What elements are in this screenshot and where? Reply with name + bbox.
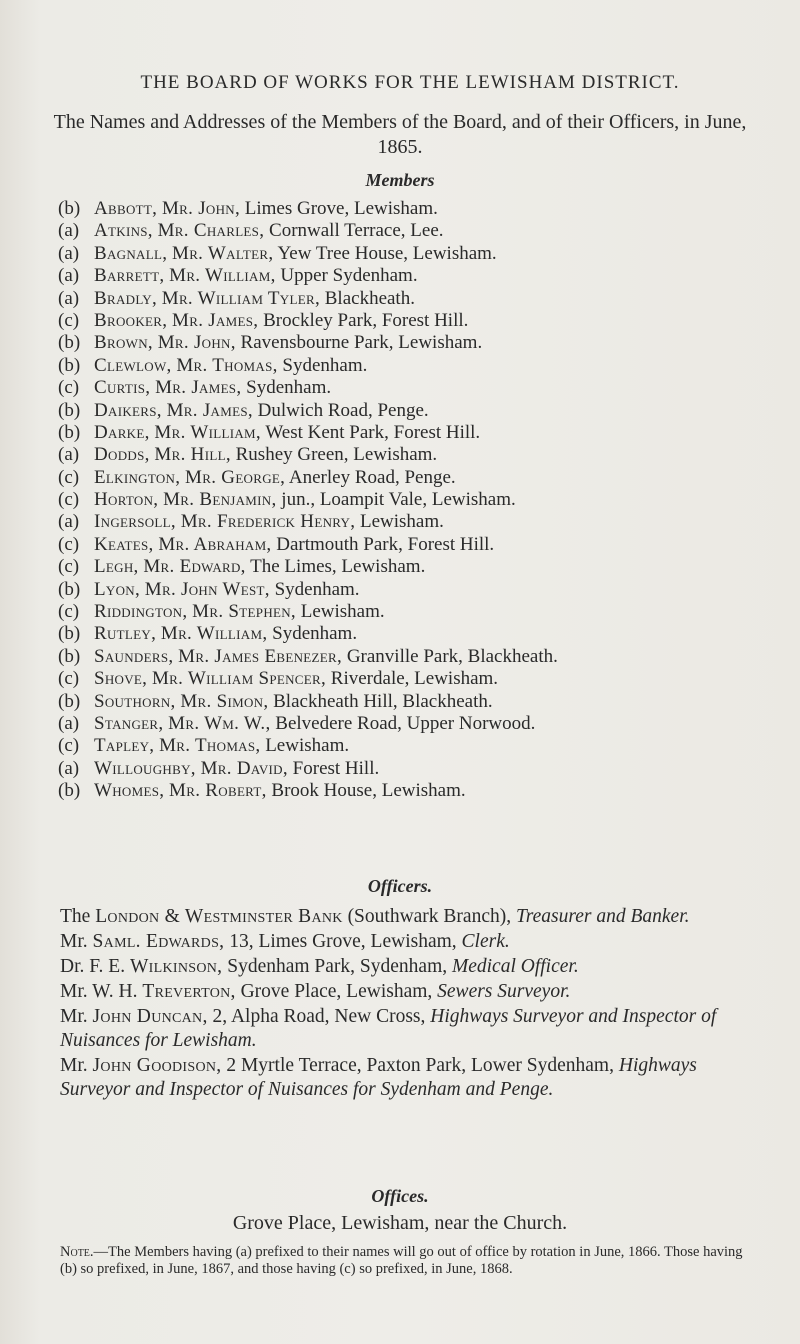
- officers-heading: Officers.: [367, 876, 433, 896]
- member-row: (a) Bagnall, Mr. Walter, Yew Tree House, Lewisham.: [58, 242, 497, 264]
- member-row: (c) Curtis, Mr. James, Sydenham.: [58, 377, 332, 399]
- member-row: (a) Ingersoll, Mr. Frederick Henry, Lewisham.: [58, 511, 444, 533]
- officer-entry: Mr. John Duncan, 2, Alpha Road, New Cross, Highways Surveyor and Inspector of Nuisances for Lewisham.: [60, 1006, 717, 1051]
- member-row: (b) Abbott, Mr. John, Limes Grove, Lewisham.: [58, 198, 438, 219]
- member-row: (b) Clewlow, Mr. Thomas, Sydenham.: [58, 354, 368, 376]
- member-row: (a) Stanger, Mr. Wm. W., Belvedere Road, Upper Norwood.: [58, 712, 536, 734]
- member-row: (c) Brooker, Mr. James, Brockley Park, Forest Hill.: [58, 309, 469, 331]
- members-list: [58, 198, 778, 803]
- footnote: [60, 1244, 750, 1278]
- member-row: (a) Bradly, Mr. William Tyler, Blackheath.: [58, 287, 415, 309]
- officer-entry: Mr. John Goodison, 2 Myrtle Terrace, Paxton Park, Lower Sydenham, Highways Surveyor and Inspector of Nuisances for Sydenham and Penge.: [60, 1055, 697, 1100]
- member-row: (c) Horton, Mr. Benjamin, jun., Loampit Vale, Lewisham.: [58, 489, 516, 511]
- member-row: (a) Atkins, Mr. Charles, Cornwall Terrace, Lee.: [58, 220, 444, 242]
- member-row: (c) Tapley, Mr. Thomas, Lewisham.: [58, 735, 350, 757]
- member-row: (c) Elkington, Mr. George, Anerley Road, Penge.: [58, 466, 456, 488]
- page-subtitle: The Names and Addresses of the Members of the Board, and of their Officers, in June, 1865.: [53, 111, 747, 158]
- member-row: (b) Rutley, Mr. William, Sydenham.: [58, 623, 358, 645]
- member-row: (b) Lyon, Mr. John West, Sydenham.: [58, 578, 360, 600]
- page-heading: THE BOARD OF WORKS FOR THE LEWISHAM DISTRICT.: [140, 72, 680, 93]
- officer-entry: Mr. W. H. Treverton, Grove Place, Lewisham, Sewers Surveyor.: [60, 981, 571, 1002]
- officer-entry: The London & Westminster Bank (Southwark Branch), Treasurer and Banker.: [60, 906, 690, 927]
- member-row: (a) Dodds, Mr. Hill, Rushey Green, Lewisham.: [58, 444, 438, 466]
- member-row: (b) Brown, Mr. John, Ravensbourne Park, Lewisham.: [58, 332, 483, 354]
- member-row: (c) Keates, Mr. Abraham, Dartmouth Park, Forest Hill.: [58, 533, 495, 555]
- member-row: (b) Saunders, Mr. James Ebenezer, Granville Park, Blackheath.: [58, 645, 558, 667]
- member-row: (c) Riddington, Mr. Stephen, Lewisham.: [58, 601, 385, 623]
- members-heading: Members: [365, 170, 435, 190]
- officer-entry: Mr. Saml. Edwards, 13, Limes Grove, Lewisham, Clerk.: [60, 931, 510, 952]
- offices-heading: Offices.: [371, 1186, 429, 1206]
- member-row: (c) Legh, Mr. Edward, The Limes, Lewisham.: [58, 556, 426, 578]
- officer-entry: Dr. F. E. Wilkinson, Sydenham Park, Sydenham, Medical Officer.: [60, 956, 579, 977]
- officers-list: [60, 905, 770, 1103]
- footnote-text: —The Members having (a) prefixed to their names will go out of office by rotation in June, 1866. Those having (b) so prefixed, in June, 1867, and those having (c) so prefixed, in June, 1868.: [60, 1244, 743, 1277]
- member-row: (b) Daikers, Mr. James, Dulwich Road, Penge.: [58, 399, 429, 421]
- member-row: (b) Southorn, Mr. Simon, Blackheath Hill, Blackheath.: [58, 690, 493, 712]
- member-row: (a) Barrett, Mr. William, Upper Sydenham.: [58, 265, 418, 287]
- footnote-label: Note.: [60, 1244, 94, 1260]
- member-row: (c) Shove, Mr. William Spencer, Riverdale, Lewisham.: [58, 668, 499, 690]
- member-row: (b) Whomes, Mr. Robert, Brook House, Lewisham.: [58, 780, 466, 802]
- offices-address: Grove Place, Lewisham, near the Church.: [232, 1212, 568, 1234]
- member-row: (b) Darke, Mr. William, West Kent Park, Forest Hill.: [58, 421, 481, 443]
- member-row: (a) Willoughby, Mr. David, Forest Hill.: [58, 757, 380, 779]
